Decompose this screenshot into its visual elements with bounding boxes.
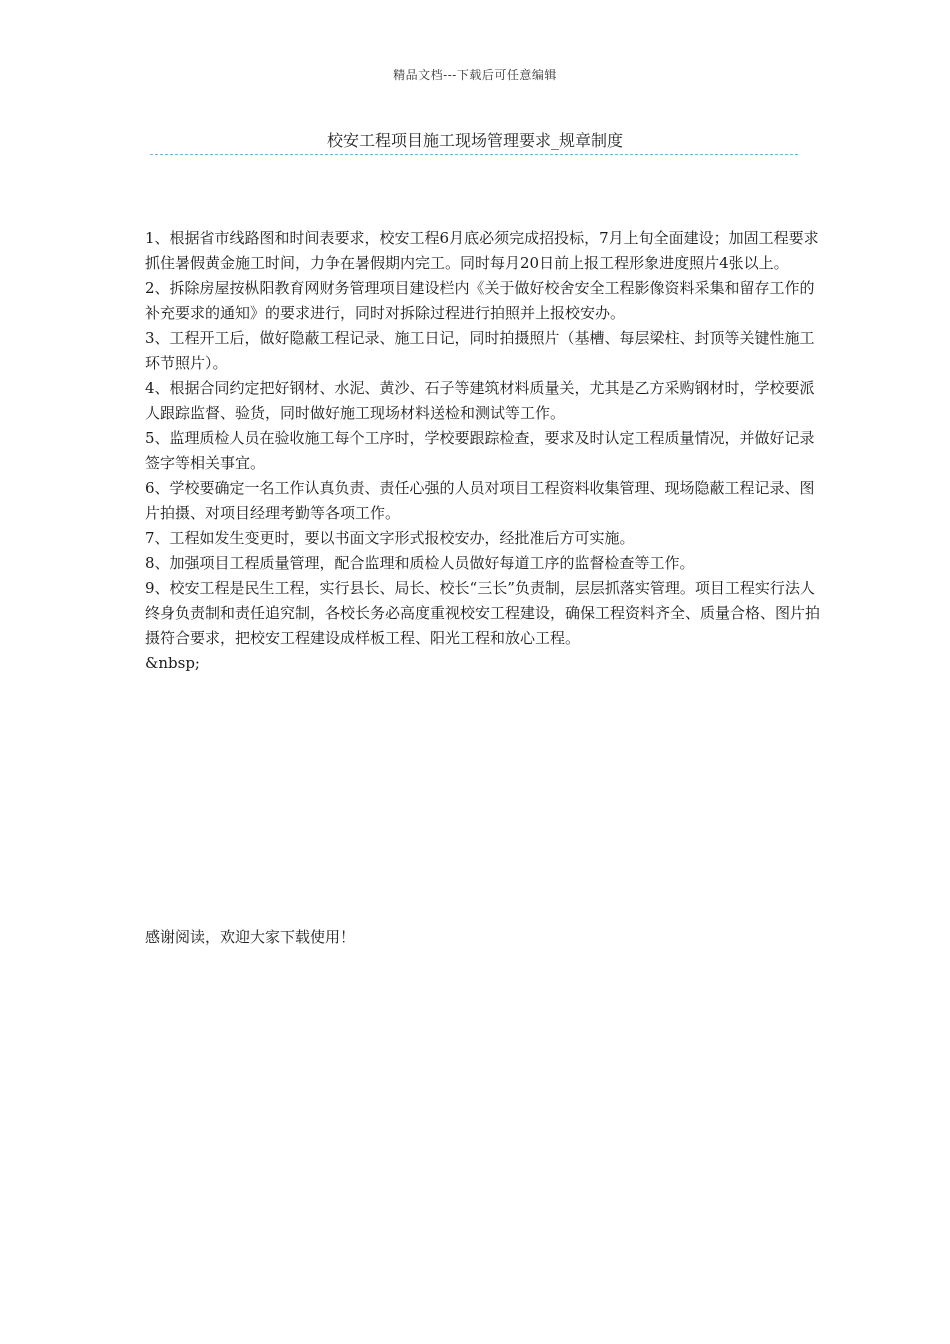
paragraph-6: 6、学校要确定一名工作认真负责、责任心强的人员对项目工程资料收集管理、现场隐蔽工程记录、图片拍摄、对项目经理考勤等各项工作。 (145, 479, 815, 522)
document-title: 校安工程项目施工现场管理要求_规章制度 (326, 131, 623, 150)
paragraph-4: 4、根据合同约定把好钢材、水泥、黄沙、石子等建筑材料质量关，尤其是乙方采购钢材时，学校要派人跟踪监督、验货，同时做好施工现场材料送检和测试等工作。 (145, 379, 815, 422)
paragraph-5: 5、监理质检人员在验收施工每个工序时，学校要跟踪检查，要求及时认定工程质量情况，并做好记录签字等相关事宜。 (145, 429, 815, 472)
paragraph-nbsp: &nbsp; (145, 654, 200, 672)
title-divider (150, 154, 798, 155)
paragraph-1: 1、根据省市线路图和时间表要求，校安工程6月底必须完成招投标，7月上旬全面建设；加固工程要求抓住暑假黄金施工时间，力争在暑假期内完工。同时每月20日前上报工程形象进度照片4张以上。 (145, 229, 819, 272)
paragraph-7: 7、工程如发生变更时，要以书面文字形式报校安办，经批准后方可实施。 (145, 529, 635, 547)
paragraph-8: 8、加强项目工程质量管理，配合监理和质检人员做好每道工序的监督检查等工作。 (145, 554, 695, 572)
paragraph-9: 9、校安工程是民生工程，实行县长、局长、校长“三长”负责制，层层抓落实管理。项目工程实行法人终身负责制和责任追究制，各校长务必高度重视校安工程建设，确保工程资料齐全、质量合格、图片拍摄符合要求，把校安工程建设成样板工程、阳光工程和放心工程。 (145, 579, 821, 647)
paragraph-2: 2、拆除房屋按枞阳教育网财务管理项目建设栏内《关于做好校舍安全工程影像资料采集和留存工作的补充要求的通知》的要求进行，同时对拆除过程进行拍照并上报校安办。 (145, 279, 815, 322)
closing-text: 感谢阅读，欢迎大家下载使用！ (145, 928, 356, 946)
paragraph-3: 3、工程开工后，做好隐蔽工程记录、施工日记，同时拍摄照片（基槽、每层梁柱、封顶等关键性施工环节照片）。 (145, 329, 815, 372)
header-note: 精品文档---下载后可任意编辑 (393, 68, 557, 82)
document-body (145, 226, 820, 676)
